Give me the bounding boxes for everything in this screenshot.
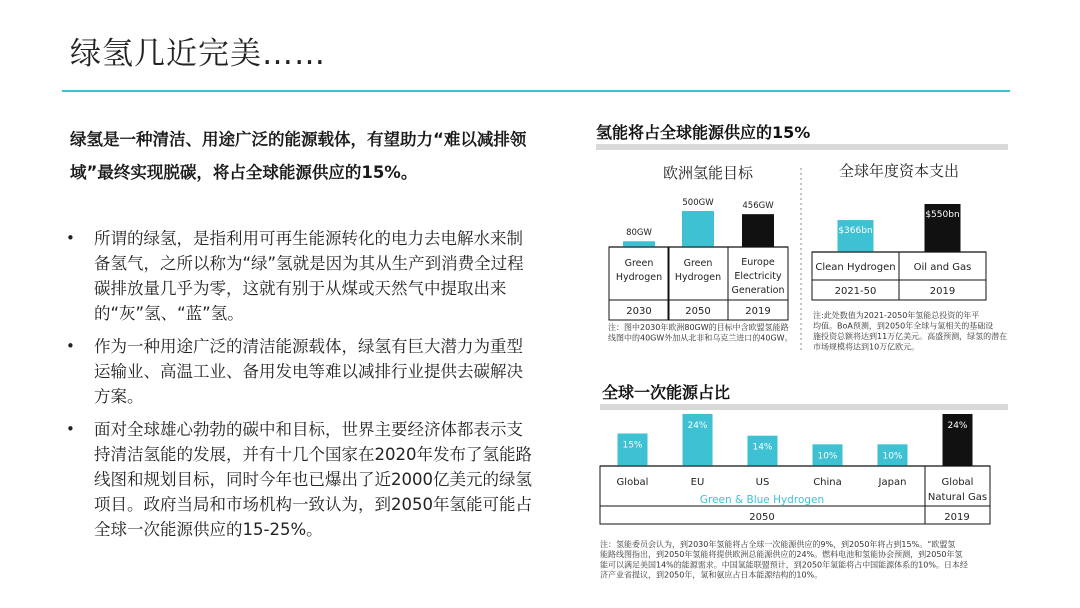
bullet-item: • 作为一种用途广泛的清洁能源载体，绿氢有巨大潜力为重型运输业、高温工业、备用发电等难以减排行业提供去碳解决方案。: [66, 334, 536, 409]
bar: [623, 241, 655, 247]
year-label: 2019: [745, 306, 771, 317]
data-label: 10%: [882, 451, 903, 462]
bar: [682, 211, 714, 247]
chart-note: 注:此处数值为2021-2050年氢能总投资的年平均值。BoA预测，到2050年全球与氢相关的基础设施投资总额将达到11万亿美元。高盛预测，绿氢的潜在市场规模将达到10万亿欧元。: [813, 311, 1008, 352]
tick-label: Europe: [741, 257, 775, 268]
tick-label: Green: [624, 258, 654, 269]
year-label: 2050: [685, 306, 711, 317]
tick-label: Global: [616, 477, 649, 488]
tick-label: Global: [941, 477, 974, 488]
tick-label: Hydrogen: [674, 272, 722, 283]
bar: [742, 214, 774, 247]
section-title-supply: 氢能将占全球能源供应的15%: [596, 123, 811, 142]
chart-title: 全球年度资本支出: [838, 162, 960, 180]
data-label: 10%: [817, 451, 838, 462]
data-label: 500GW: [682, 198, 714, 208]
data-label: 24%: [687, 421, 708, 431]
tick-label: Generation: [731, 285, 785, 296]
chart-title: 欧洲氢能目标: [662, 164, 754, 182]
data-label: 456GW: [742, 201, 774, 212]
data-label: 14%: [752, 442, 773, 453]
chart-primary-energy-share: [600, 414, 990, 581]
chart-note: 注：氢能委员会认为，到2030年氢能将占全球一次能源供应的9%，到2050年将占到15%。“欧盟氢能路线图指出，到2050年氢能将提供欧洲总能源供应的24%。燃料电池和氢能协会预测，到2050年氢能可以满足美国14%的能源需求。中国氢能联盟预计，到2050年氢能将占中国能源体系的10%。日本经济产业省提议，到2050年，氢和氨应占日本能源结构的10%。: [600, 540, 968, 580]
tick-label: Hydrogen: [615, 272, 663, 283]
year-label: 2030: [626, 306, 652, 317]
slide-title: 绿氢几近完美……: [70, 36, 326, 72]
chart-global-capex: [801, 162, 1007, 352]
bullet-item: • 面对全球雄心勃勃的碳中和目标，世界主要经济体都表示支持清洁氢能的发展，并有十几个国家在2020年发布了氢能路线图和规划目标，同时今年也已爆出了近2000亿美元的绿氢项目。政府当局和市场机构一致认为，到2050年氢能可能占全球一次能源供应的15-25%。: [66, 417, 536, 542]
lead-statement: 绿氢是一种清洁、用途广泛的能源载体，有望助力“难以减排领域”最终实现脱碳，将占全球能源供应的15%。: [70, 130, 527, 182]
year-label: 2021-50: [834, 286, 877, 297]
section-title-primary-energy: 全球一次能源占比: [602, 383, 731, 402]
tick-label: Green: [683, 258, 713, 269]
group-label: Green & Blue Hydrogen: [699, 494, 825, 506]
tick-label: US: [755, 477, 770, 488]
tick-label: EU: [690, 477, 705, 488]
year-label: 2019: [944, 512, 970, 523]
data-label: $550bn: [925, 210, 960, 220]
tick-label: Electricity: [734, 271, 782, 282]
tick-label: China: [813, 477, 842, 488]
tick-label: Oil and Gas: [913, 262, 972, 273]
data-label: 24%: [947, 421, 968, 431]
bullet-item: • 所谓的绿氢，是指利用可再生能源转化的电力去电解水来制备氢气，之所以称为“绿”氢就是因为其从生产到消费全过程碳排放量几乎为零，这就有别于从煤或天然气中提取出来的“灰”氢、“蓝”氢。: [66, 226, 536, 326]
chart-eu-hydrogen-target: [608, 164, 793, 343]
tick-label: Clean Hydrogen: [815, 262, 896, 273]
data-label: $366bn: [838, 226, 873, 237]
year-label: 2019: [929, 286, 956, 297]
tick-label: Natural Gas: [927, 492, 988, 503]
data-label: 15%: [622, 440, 643, 451]
chart-note: 注：图中2030年欧洲80GW的目标中含欧盟氢能路线图中的40GW外加从北非和乌克兰进口的40GW。: [608, 323, 793, 343]
tick-label: Japan: [878, 477, 907, 488]
year-label: 2050: [749, 512, 775, 523]
data-label: 80GW: [626, 228, 652, 239]
